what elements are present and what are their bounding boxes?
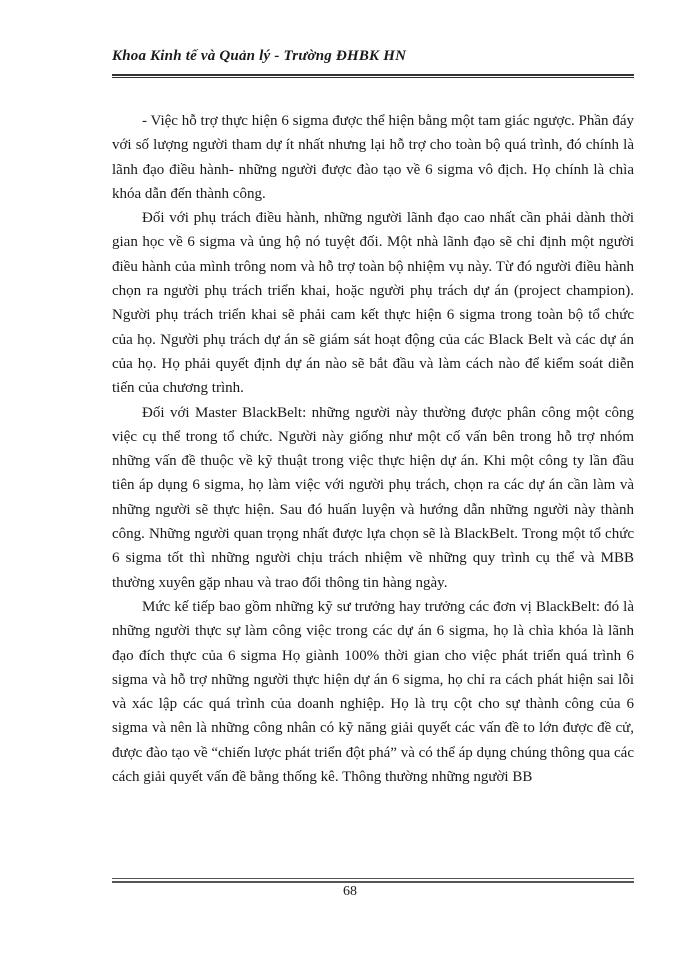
paragraph-2: Đối với phụ trách điều hành, những người lãnh đạo cao nhất cần phải dành thời gian học về 6 sigma và ủng hộ nó tuyệt đối. Một nhà lãnh đạo sẽ chỉ định một người điều hành của mình trông nom và hỗ trợ toàn bộ nhiệm vụ này. Từ đó người điều hành chọn ra người phụ trách triển khai, hoặc người phụ trách dự án (project champion). Người phụ trách triển khai sẽ phải cam kết thực hiện 6 sigma trong toàn bộ tổ chức của họ. Người phụ trách dự án sẽ giám sát hoạt động của các Black Belt và các dự án của họ. Họ phải quyết định dự án nào sẽ bắt đầu và làm cách nào để kiểm soát diễn tiến của chương trình. <box>112 210 634 397</box>
body-text <box>112 109 634 789</box>
page-number: 68 <box>343 884 357 899</box>
header-rule-thin <box>112 77 634 78</box>
running-header: Khoa Kinh tế và Quản lý - Trường ĐHBK HN <box>112 48 407 64</box>
paragraph-1: - Việc hỗ trợ thực hiện 6 sigma được thể hiện bằng một tam giác ngược. Phần đáy với số lượng người tham dự ít nhất nhưng lại hỗ trợ cho toàn bộ quá trình, đó chính là lãnh đạo điều hành- những người được đào tạo về 6 sigma vô địch. Họ chính là chìa khóa dẫn đến thành công. <box>112 113 634 202</box>
footer-rule-thick <box>112 881 634 883</box>
paragraph-4: Mức kế tiếp bao gồm những kỹ sư trưởng hay trưởng các đơn vị BlackBelt: đó là những người thực sự làm công việc trong các dự án 6 sigma, họ là chìa khóa là lãnh đạo đích thực của 6 sigma Họ giành 100% thời gian cho việc phát triển quá trình 6 sigma và hỗ trợ những người thực hiện dự án 6 sigma, họ chỉ ra cách phát hiện sai lỗi và xác lập các quá trình của doanh nghiệp. Họ là trụ cột cho sự thành công của 6 sigma và nên là những công nhân có kỹ năng giải quyết các vấn đề to lớn được đề cử, được đào tạo về “chiến lược phát triển đột phá” và có thể áp dụng chúng thông qua các cách giải quyết vấn đề bằng thống kê. Thông thường những người BB <box>112 598 634 786</box>
footer-rule-thin <box>112 878 634 879</box>
paragraph-3: Đối với Master BlackBelt: những người này thường được phân công một công việc cụ thể trong tổ chức. Người này giống như một cố vấn bên trong hỗ trợ nhóm những vấn đề thuộc về kỹ thuật trong việc thực hiện dự án. Khi một công ty lần đầu tiên áp dụng 6 sigma, họ làm việc với người phụ trách, chọn ra các dự án cần làm và những người sẽ thực hiện. Sau đó huấn luyện và hướng dẫn những người này thành công. Những người quan trọng nhất được lựa chọn sẽ là BlackBelt. Trong một tổ chức 6 sigma tốt thì những người chịu trách nhiệm về những quy trình cụ thể và MBB thường xuyên gặp nhau và trao đổi thông tin hàng ngày. <box>112 404 634 591</box>
header-rule-thick <box>112 74 634 76</box>
